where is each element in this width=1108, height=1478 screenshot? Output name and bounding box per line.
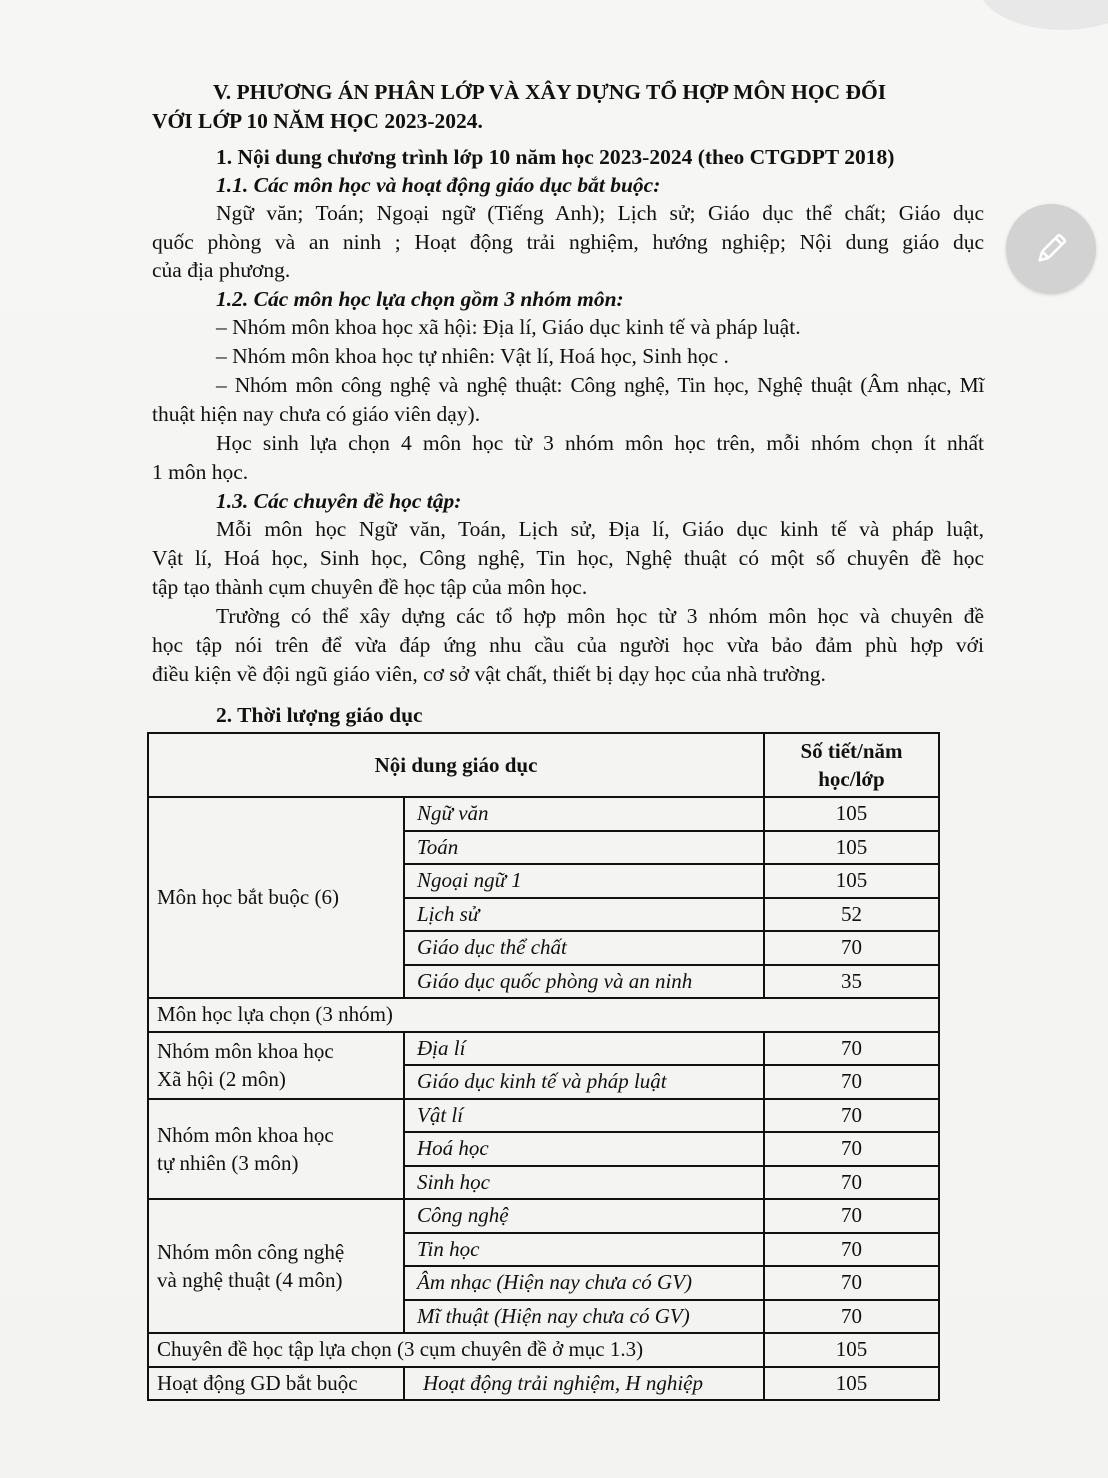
activity-name: Hoạt động trải nghiệm, H nghiệp [404, 1367, 764, 1401]
hours-cell: 35 [764, 965, 939, 999]
tech-group-label [148, 1199, 404, 1333]
subject-cell: Giáo dục thể chất [404, 931, 764, 965]
subject-cell: Địa lí [404, 1032, 764, 1066]
paragraph-line: tập tạo thành cụm chuyên đề học tập của môn học. [152, 575, 588, 599]
subject-cell: Toán [404, 831, 764, 865]
hours-cell: 105 [764, 797, 939, 831]
header-hours-line-2: học/lớp [818, 767, 885, 791]
natural-group-line-1: Nhóm môn khoa học [157, 1122, 334, 1147]
hours-cell: 105 [764, 864, 939, 898]
hours-cell: 105 [764, 1367, 939, 1401]
header-content: Nội dung giáo dục [148, 733, 764, 797]
paragraph-line: của địa phương. [152, 258, 291, 282]
compulsory-group-label: Môn học bắt buộc (6) [148, 797, 404, 998]
paragraph-line: Mỗi môn học Ngữ văn, Toán, Lịch sử, Địa lí, Giáo dục kinh tế và pháp luật, [216, 517, 984, 541]
hours-cell: 70 [764, 1132, 939, 1166]
paragraph-line: 1 môn học. [152, 460, 249, 484]
list-item: thuật hiện nay chưa có giáo viên dạy). [152, 402, 481, 426]
subject-cell: Mĩ thuật (Hiện nay chưa có GV) [404, 1300, 764, 1334]
paragraph-line: học tập nói trên để vừa đáp ứng nhu cầu của người học vừa bảo đảm phù hợp với [152, 633, 984, 657]
subject-cell: Ngữ văn [404, 797, 764, 831]
hours-cell: 70 [764, 1166, 939, 1200]
header-hours [764, 733, 939, 797]
hours-cell: 70 [764, 1032, 939, 1066]
social-group-line-1: Nhóm môn khoa học [157, 1039, 334, 1063]
education-hours-table [147, 732, 940, 1401]
elective-header: Môn học lựa chọn (3 nhóm) [148, 998, 939, 1032]
hours-cell: 105 [764, 1333, 939, 1367]
hours-cell: 105 [764, 831, 939, 865]
paragraph-line: Ngữ văn; Toán; Ngoại ngữ (Tiếng Anh); Lịch sử; Giáo dục thể chất; Giáo dục [216, 201, 984, 225]
paragraph-line: Trường có thể xây dựng các tổ hợp môn học từ 3 nhóm môn học và chuyên đề [216, 604, 984, 628]
subject-cell: Vật lí [404, 1099, 764, 1133]
hours-cell: 70 [764, 931, 939, 965]
subject-cell: Ngoại ngữ 1 [404, 864, 764, 898]
tech-group-line-2: và nghệ thuật (4 môn) [157, 1268, 343, 1292]
section-2-title: 2. Thời lượng giáo dục [216, 703, 423, 727]
pencil-icon [1031, 229, 1071, 269]
paragraph-line: điều kiện về đội ngũ giáo viên, cơ sở vật chất, thiết bị dạy học của nhà trường. [152, 662, 826, 686]
table-row [148, 1099, 939, 1133]
activity-label: Hoạt động GD bắt buộc [148, 1367, 404, 1401]
heading-line-2: VỚI LỚP 10 NĂM HỌC 2023-2024. [152, 109, 483, 133]
paragraph-line: Vật lí, Hoá học, Sinh học, Công nghệ, Tin học, Nghệ thuật có một số chuyên đề học [152, 546, 984, 570]
list-item: – Nhóm môn khoa học xã hội: Địa lí, Giáo dục kinh tế và pháp luật. [216, 315, 801, 339]
social-group-label [148, 1032, 404, 1099]
subject-cell: Lịch sử [404, 898, 764, 932]
list-item: – Nhóm môn khoa học tự nhiên: Vật lí, Hoá học, Sinh học . [216, 344, 729, 368]
tech-group-line-1: Nhóm môn công nghệ [157, 1240, 345, 1264]
table-row [148, 1199, 939, 1233]
natural-group-line-2: tự nhiên (3 môn) [157, 1150, 299, 1175]
table-row [148, 1333, 939, 1367]
section-1-title: 1. Nội dung chương trình lớp 10 năm học 2023-2024 (theo CTGDPT 2018) [216, 145, 895, 169]
section-1-3-title: 1.3. Các chuyên đề học tập: [216, 489, 462, 513]
table-row [148, 1367, 939, 1401]
hours-cell: 70 [764, 1233, 939, 1267]
natural-group-label [148, 1099, 404, 1200]
heading-line-1: V. PHƯƠNG ÁN PHÂN LỚP VÀ XÂY DỰNG TỔ HỢP MÔN HỌC ĐỐI [213, 80, 887, 104]
topics-label: Chuyên đề học tập lựa chọn (3 cụm chuyên đề ở mục 1.3) [148, 1333, 764, 1367]
section-1-2-title: 1.2. Các môn học lựa chọn gồm 3 nhóm môn: [216, 287, 624, 311]
paragraph-line: quốc phòng và an ninh ; Hoạt động trải nghiệm, hướng nghiệp; Nội dung giáo dục [152, 230, 984, 254]
subject-cell: Công nghệ [404, 1199, 764, 1233]
table-row [148, 797, 939, 831]
paragraph-line: Học sinh lựa chọn 4 môn học từ 3 nhóm môn học trên, mỗi nhóm chọn ít nhất [216, 431, 984, 455]
social-group-line-2: Xã hội (2 môn) [157, 1067, 286, 1091]
subject-cell: Giáo dục kinh tế và pháp luật [404, 1065, 764, 1099]
subject-cell: Hoá học [404, 1132, 764, 1166]
hours-cell: 70 [764, 1099, 939, 1133]
table-row [148, 1032, 939, 1066]
subject-cell: Sinh học [404, 1166, 764, 1200]
page-corner [978, 0, 1108, 30]
header-hours-line-1: Số tiết/năm [800, 739, 903, 763]
section-1-1-title: 1.1. Các môn học và hoạt động giáo dục bắt buộc: [216, 173, 661, 197]
hours-cell: 52 [764, 898, 939, 932]
subject-cell: Âm nhạc (Hiện nay chưa có GV) [404, 1266, 764, 1300]
edit-button[interactable] [1006, 204, 1096, 294]
table-header-row [148, 733, 939, 797]
hours-cell: 70 [764, 1199, 939, 1233]
hours-cell: 70 [764, 1300, 939, 1334]
hours-cell: 70 [764, 1065, 939, 1099]
subject-cell: Tin học [404, 1233, 764, 1267]
hours-cell: 70 [764, 1266, 939, 1300]
table-row [148, 998, 939, 1032]
subject-cell: Giáo dục quốc phòng và an ninh [404, 965, 764, 999]
list-item: – Nhóm môn công nghệ và nghệ thuật: Công nghệ, Tin học, Nghệ thuật (Âm nhạc, Mĩ [216, 373, 984, 397]
